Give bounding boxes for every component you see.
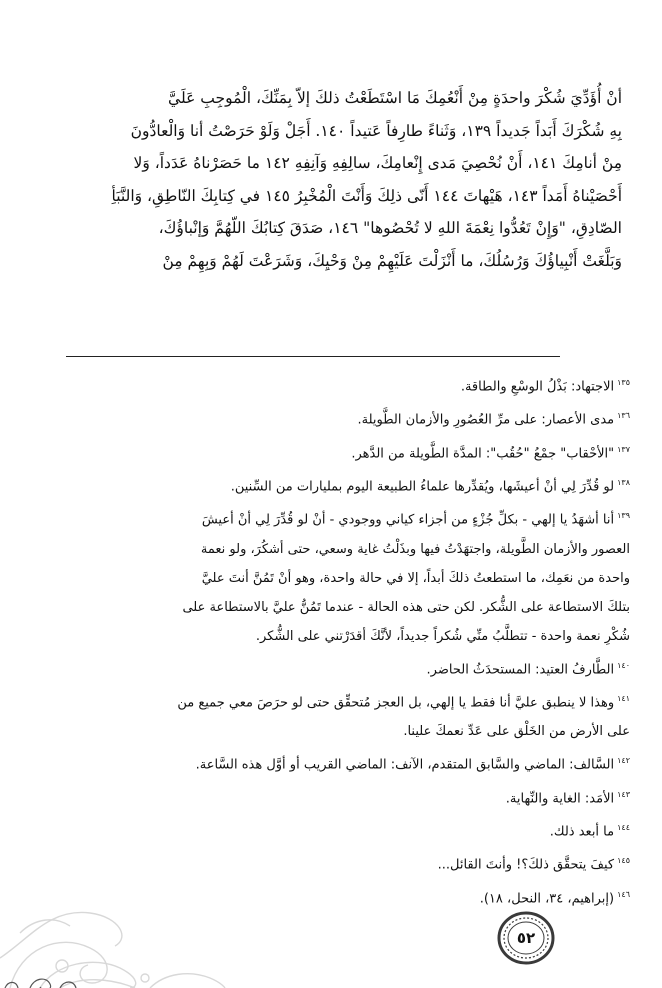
footnote-text: على الأرض من الخَلْق على عَدِّ نعمكَ علينا.: [403, 724, 630, 740]
footnote: [30, 780, 630, 813]
footnote-number: ١٤٦: [617, 889, 630, 899]
main-line: الصّادِقِ، "وَإِنْ تَعُدُّوا نِعْمَةَ اللهِ لا تُحْصُوها" ١٤٦، صَدَقَ كِتابُكَ اللّهُمَّ وَإنْباؤُكَ،: [158, 219, 622, 237]
footnote-text: السَّالف: الماضي والسَّابق المتقدم، الآنف: الماضي القريب أو أوَّل هذه السَّاعة.: [195, 757, 615, 773]
footnote-divider: [66, 356, 560, 357]
footnote: [30, 368, 630, 401]
footnote-number: ١٣٨: [617, 477, 630, 487]
footnote-text: لو قُدِّرَ لِي أنْ أعيشَها، ويُقدِّرها علماءُ الطبيعة اليوم بمليارات من السِّنين.: [230, 479, 615, 495]
footnote-text: بتلكَ الاستطاعة على الشُّكر. لكن حتى هذه الحالة - عندما تَمُنُّ عليَّ بالاستطاعة على: [182, 599, 630, 615]
footnote-text: الاجتهاد: بَذْلُ الوسْعِ والطاقة.: [460, 379, 615, 395]
footnote-continuation: [30, 535, 630, 564]
footnote-continuation: [30, 564, 630, 593]
footnote-number: ١٣٩: [617, 511, 630, 521]
page-number-badge: [496, 910, 556, 966]
page-number: ٥٢: [516, 929, 536, 947]
footnote-text: الأمَد: الغاية والنِّهاية.: [505, 790, 615, 806]
footnote-text: الطَّارفُ العتيد: المستحدَثُ الحاضر.: [426, 661, 615, 677]
footnote-text: ما أبعد ذلك.: [549, 824, 615, 840]
main-line: أنْ أُؤَدِّيَ شُكْرَ واحدَةٍ مِنْ أَنْعُمِكَ مَا اسْتَطَعْتُ ذلكَ إلاّ بِمَنِّكَ، الْمُوجِبِ عَلَيَّ: [168, 89, 622, 107]
footnote-continuation: [30, 717, 630, 746]
footnote-number: ١٤٢: [617, 756, 630, 766]
footnote-number: ١٤٤: [617, 822, 630, 832]
footnote-text: "الأحْقاب" جمْعُ "حُقُب": المدَّة الطَّويلة من الدَّهر.: [351, 445, 615, 461]
footnote-text: وهذا لا ينطبق عليَّ أنا فقط يا إلهي، بل العجز مُتحقِّق حتى لو حرَصَ معي جميع من: [177, 695, 615, 711]
floral-swirl-icon: [0, 838, 240, 988]
main-line: مِنْ أنامِكَ ١٤١، أَنْ نُحْصِيَ مَدى إِنْعامِكَ، سالِفِهِ وَآنِفِهِ ١٤٢ ما حَصَرْناهُ عَدَداً، وَلا: [133, 154, 622, 172]
footnote: [30, 684, 630, 717]
footnote-number: ١٣٥: [617, 378, 630, 387]
main-line: أَحْصَيْناهُ أَمَداً ١٤٣، هَيْهاتَ ١٤٤ أَنّى ذلِكَ وَأَنْتَ الْمُخْبِرُ ١٤٥ في كِتابِكَ النّاطِقِ، وَالنَّبَأِ: [111, 186, 622, 205]
footnote: [30, 435, 630, 468]
main-line: وَبَلَّغَتْ أَنْبِياؤُكَ وَرُسُلُكَ، ما أَنْزَلْتَ عَلَيْهِمْ مِنْ وَحْيِكَ، وَشَرَعْتَ لَهُمْ وَبِهِمْ مِنْ: [162, 251, 622, 270]
footnote-number: ١٣٦: [617, 411, 630, 421]
footnote-text: مدى الأعصار: على مرِّ العُصُورِ والأزمان الطَّويلة.: [357, 412, 615, 428]
footnote-text: شُكْرِ نعمة واحدة - تتطلَّبُ منِّي شُكراً جديداً، لأنَّكَ أقدَرْتني على الشُّكر.: [255, 628, 630, 644]
footnote: [30, 501, 630, 534]
footnote: [30, 746, 630, 779]
main-text: [40, 82, 622, 277]
footnote-text: العصور والأزمان الطَّويلة، واجتهَدْتُ فيها وبذَلْتُ غاية وسعي، حتى أشكُرَ، ولو نعمة: [200, 541, 630, 557]
main-line: بِهِ شُكْرَكَ أَبَداً جَديداً ١٣٩، وَثَناءً طارِفاً عَتيداً ١٤٠. أَجَلْ وَلَوْ حَرَصْتُ أنا وَالْعادُّونَ: [130, 121, 622, 140]
footnote-number: ١٤٣: [617, 789, 630, 799]
footnote-number: ١٤١: [617, 693, 630, 703]
footnote-text: كيفَ يتحقَّق ذلكَ؟! وأنتَ القائل...: [437, 857, 615, 873]
footnote-text: واحدة من نعَمِك، ما استطعتُ ذلكَ أبداً، إلا في حالة واحدة، وهو أنْ تَمُنَّ أنتَ عليَّ: [201, 570, 630, 586]
footnote: [30, 651, 630, 684]
footnote: [30, 468, 630, 501]
footnote-number: ١٤٠: [617, 660, 630, 670]
footnote-number: ١٣٧: [617, 444, 630, 454]
footnote-text: أنا أشهَدُ يا إلهي - بكلِّ جُزْءٍ من أجزاء كياني ووجودي - أنْ لو قُدِّرَ لِي أنْ أعيشَ: [201, 512, 615, 528]
footnote-number: ١٤٥: [617, 856, 630, 866]
footnote-text: (إبراهيم، ٣٤، النحل، ١٨).: [479, 890, 615, 906]
footnote: [30, 401, 630, 434]
footnote-continuation: [30, 622, 630, 651]
footnote-continuation: [30, 593, 630, 622]
footnotes: [30, 368, 630, 913]
